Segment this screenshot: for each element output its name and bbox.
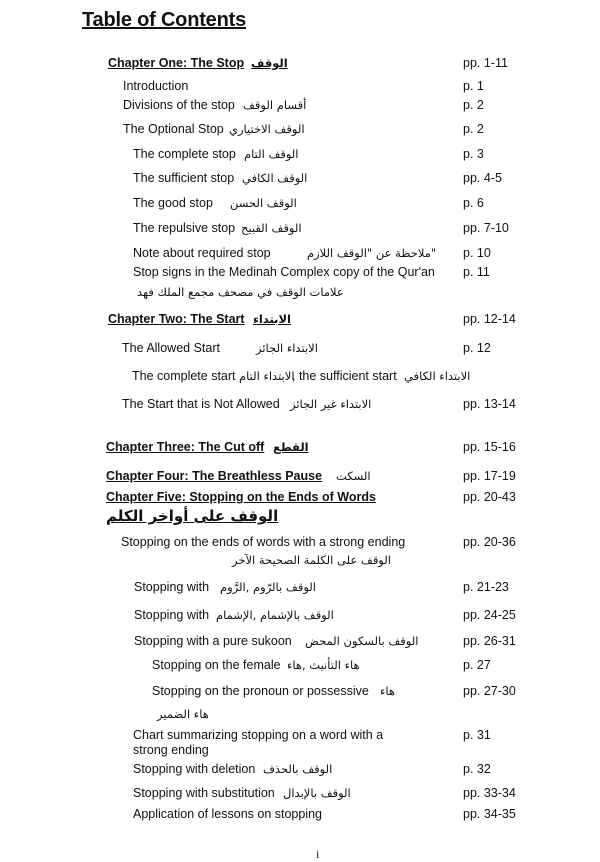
arabic-title: الوقف الحسن bbox=[230, 196, 297, 210]
page-number: pp. 15-16 bbox=[463, 440, 516, 454]
page-number: p. 32 bbox=[463, 762, 491, 776]
entry-title: The sufficient stop bbox=[133, 171, 235, 185]
page-number: pp. 1-11 bbox=[463, 56, 508, 70]
arabic-title: ملاحظة عن "الوقف اللازم" bbox=[307, 246, 437, 260]
arabic-title: الوقف الاختياري bbox=[229, 122, 305, 136]
arabic-title: الوقف التام bbox=[244, 147, 299, 161]
entry-title: Stopping with a pure sukoon bbox=[134, 634, 292, 648]
arabic-title: هاء التأنيث ,هاء bbox=[287, 658, 360, 672]
entry-title: Stopping on the pronoun or possessive bbox=[152, 684, 369, 698]
entry-title: The complete stop bbox=[133, 147, 236, 161]
entry-title-secondary: , the sufficient start bbox=[292, 369, 397, 383]
entry-title: The good stop bbox=[133, 196, 213, 210]
arabic-title: الوقف على الكلمة الصحيحة الآخر bbox=[232, 553, 391, 567]
entry-title: Application of lessons on stopping bbox=[133, 807, 323, 821]
page-number: pp. 17-19 bbox=[463, 469, 516, 483]
arabic-title: الابتداء التام bbox=[239, 369, 295, 383]
chapter-title: Chapter Four: The Breathless Pause bbox=[106, 469, 323, 483]
arabic-title: الوقف بالسكون المحض bbox=[305, 634, 419, 648]
arabic-title: الوقف على أواخر الكلم bbox=[106, 507, 279, 525]
arabic-title: هاء الضمير bbox=[157, 707, 209, 721]
arabic-title: الوقف بالإبدال bbox=[283, 786, 351, 800]
arabic-title: الوقف بالرّوم ,الرَّوم bbox=[220, 580, 316, 594]
page-title: Table of Contents bbox=[82, 9, 247, 31]
arabic-title: هاء bbox=[380, 684, 395, 698]
entry-title: Stopping with deletion bbox=[133, 762, 256, 776]
arabic-title: علامات الوقف في مصحف مجمع الملك فهد bbox=[137, 285, 344, 299]
page-number: p. 3 bbox=[463, 147, 484, 161]
chapter-title: Chapter Three: The Cut off bbox=[106, 440, 265, 454]
page-number: pp. 33-34 bbox=[463, 786, 516, 800]
entry-title: Stopping on the female bbox=[152, 658, 281, 672]
page-number: pp. 20-43 bbox=[463, 490, 516, 504]
entry-title: The Optional Stop bbox=[123, 122, 224, 136]
page-number: pp. 12-14 bbox=[463, 312, 516, 326]
chapter-title: Chapter One: The Stop bbox=[108, 56, 245, 70]
entry-title: Note about required stop bbox=[133, 246, 271, 260]
entry-title: Introduction bbox=[123, 79, 189, 93]
entry-title: The repulsive stop bbox=[133, 221, 236, 235]
arabic-title: الوقف بالإشمام ,الإشمام bbox=[216, 608, 334, 622]
arabic-title: الوقف بالحذف bbox=[263, 762, 333, 776]
arabic-title: الابتداء bbox=[253, 312, 291, 326]
entry-title: Chart summarizing stopping on a word with a strong ending bbox=[133, 728, 384, 757]
page-number: p. 27 bbox=[463, 658, 491, 672]
page-number: p. 1 bbox=[463, 79, 484, 93]
entry-title: Stopping with bbox=[134, 580, 210, 594]
page-number: p. 21-23 bbox=[463, 580, 509, 594]
page-number: p. 11 bbox=[463, 265, 490, 279]
arabic-title: القطع bbox=[273, 440, 309, 454]
arabic-title-secondary: الابتداء الكافي bbox=[404, 369, 471, 383]
entry-title: Stopping with bbox=[134, 608, 210, 622]
page-number: p. 2 bbox=[463, 122, 484, 136]
chapter-title: Chapter Five: Stopping on the Ends of Words bbox=[106, 490, 376, 504]
arabic-title: السكت bbox=[336, 469, 371, 483]
page-number: p. 12 bbox=[463, 341, 491, 355]
entry-title: Divisions of the stop bbox=[123, 98, 235, 112]
page-number: p. 2 bbox=[463, 98, 484, 112]
page-number: pp. 4-5 bbox=[463, 171, 502, 185]
entry-title: The complete start bbox=[132, 369, 236, 383]
page-number: pp. 24-25 bbox=[463, 608, 516, 622]
chapter-title: Chapter Two: The Start bbox=[108, 312, 245, 326]
arabic-title: الوقف القبيح bbox=[241, 221, 302, 235]
page-number: pp. 26-31 bbox=[463, 634, 516, 648]
entry-title: Stopping on the ends of words with a strong ending bbox=[121, 535, 406, 549]
entry-title: The Allowed Start bbox=[122, 341, 220, 355]
page-number: pp. 13-14 bbox=[463, 397, 516, 411]
page-number: pp. 27-30 bbox=[463, 684, 516, 698]
arabic-title: الوقف bbox=[251, 56, 288, 70]
page-number: pp. 34-35 bbox=[463, 807, 516, 821]
page-number: p. 10 bbox=[463, 246, 491, 260]
entry-title: The Start that is Not Allowed bbox=[122, 397, 280, 411]
arabic-title: أقسام الوقف bbox=[243, 98, 307, 112]
page-number: p. 31 bbox=[463, 728, 491, 742]
page-folio: i bbox=[316, 847, 320, 861]
entry-title: Stopping with substitution bbox=[133, 786, 275, 800]
page-number: p. 6 bbox=[463, 196, 484, 210]
arabic-title: الابتداء غير الجائز bbox=[290, 397, 372, 411]
page-number: pp. 20-36 bbox=[463, 535, 516, 549]
entry-title: Stop signs in the Medinah Complex copy of the Qur'an bbox=[133, 265, 435, 279]
arabic-title: الابتداء الجائز bbox=[256, 341, 318, 355]
arabic-title: الوقف الكافي bbox=[242, 171, 308, 185]
page-number: pp. 7-10 bbox=[463, 221, 509, 235]
